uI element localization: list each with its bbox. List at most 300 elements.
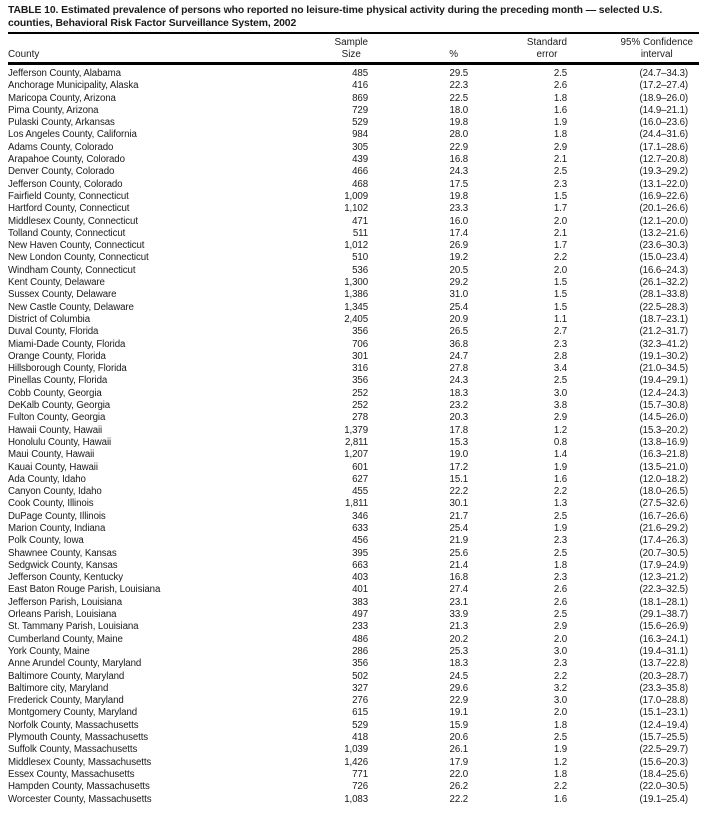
percent-cell: 24.7 xyxy=(449,350,468,362)
standard-error-cell: 2.6 xyxy=(553,596,567,608)
table-row xyxy=(8,474,699,486)
percent-cell: 25.4 xyxy=(449,522,468,534)
confidence-interval-cell: (12.4–19.4) xyxy=(639,719,688,731)
table-row xyxy=(8,584,699,596)
standard-error-cell: 2.0 xyxy=(553,707,567,719)
confidence-interval-cell: (13.1–22.0) xyxy=(639,178,688,190)
percent-cell: 21.3 xyxy=(449,621,468,633)
confidence-interval-cell: (18.9–26.0) xyxy=(639,92,688,104)
confidence-interval-cell: (15.7–25.5) xyxy=(639,732,688,744)
sample-size-cell: 278 xyxy=(352,412,368,424)
confidence-interval-cell: (16.9–22.6) xyxy=(639,190,688,202)
confidence-interval-cell: (12.4–24.3) xyxy=(639,387,688,399)
sample-size-cell: 456 xyxy=(352,535,368,547)
sample-size-cell: 663 xyxy=(352,559,368,571)
confidence-interval-cell: (20.7–30.5) xyxy=(639,547,688,559)
standard-error-cell: 1.8 xyxy=(553,719,567,731)
table-row xyxy=(8,302,699,314)
sample-size-cell: 1,300 xyxy=(344,277,368,289)
confidence-interval-cell: (27.5–32.6) xyxy=(639,498,688,510)
confidence-interval-cell: (14.9–21.1) xyxy=(639,104,688,116)
percent-cell: 28.0 xyxy=(449,129,468,141)
sample-size-cell: 233 xyxy=(352,621,368,633)
table-row xyxy=(8,486,699,498)
standard-error-cell: 2.5 xyxy=(553,547,567,559)
confidence-interval-cell: (21.2–31.7) xyxy=(639,326,688,338)
sample-size-cell: 1,345 xyxy=(344,301,368,313)
table-row xyxy=(8,240,699,252)
confidence-interval-cell: (32.3–41.2) xyxy=(639,338,688,350)
table-row xyxy=(8,400,699,412)
percent-cell: 26.2 xyxy=(449,781,468,793)
county-cell: Sedgwick County, Kansas xyxy=(8,559,118,571)
column-header-confidence-interval xyxy=(567,34,699,63)
county-cell: District of Columbia xyxy=(8,313,90,325)
standard-error-cell: 2.5 xyxy=(553,166,567,178)
standard-error-cell: 2.3 xyxy=(553,572,567,584)
standard-error-cell: 1.9 xyxy=(553,522,567,534)
confidence-interval-cell: (12.3–21.2) xyxy=(639,572,688,584)
county-cell: Jefferson County, Colorado xyxy=(8,178,123,190)
percent-cell: 22.5 xyxy=(449,92,468,104)
confidence-interval-cell: (15.6–26.9) xyxy=(639,621,688,633)
sample-size-cell: 1,039 xyxy=(344,744,368,756)
table-row xyxy=(8,671,699,683)
sample-size-cell: 1,009 xyxy=(344,190,368,202)
standard-error-cell: 1.8 xyxy=(553,92,567,104)
table-row xyxy=(8,744,699,756)
percent-cell: 16.0 xyxy=(449,215,468,227)
county-cell: Baltimore city, Maryland xyxy=(8,682,109,694)
county-cell: Sussex County, Delaware xyxy=(8,289,117,301)
county-cell: New Haven County, Connecticut xyxy=(8,240,145,252)
percent-cell: 36.8 xyxy=(449,338,468,350)
county-cell: Maricopa County, Arizona xyxy=(8,92,116,104)
sample-size-cell: 869 xyxy=(352,92,368,104)
standard-error-cell: 2.2 xyxy=(553,486,567,498)
percent-cell: 22.0 xyxy=(449,768,468,780)
column-header-county-label: County xyxy=(8,48,40,60)
confidence-interval-cell: (19.4–29.1) xyxy=(639,375,688,387)
table-row xyxy=(8,781,699,793)
table-row xyxy=(8,154,699,166)
percent-cell: 21.7 xyxy=(449,510,468,522)
confidence-interval-cell: (24.7–34.3) xyxy=(639,68,688,79)
standard-error-cell: 2.3 xyxy=(553,178,567,190)
confidence-interval-cell: (12.7–20.8) xyxy=(639,154,688,166)
percent-cell: 15.9 xyxy=(449,719,468,731)
sample-size-cell: 627 xyxy=(352,473,368,485)
table-row xyxy=(8,658,699,670)
county-cell: Ada County, Idaho xyxy=(8,473,86,485)
prevalence-table xyxy=(8,34,699,806)
county-cell: Duval County, Florida xyxy=(8,326,99,338)
confidence-interval-cell: (17.1–28.6) xyxy=(639,141,688,153)
table-row xyxy=(8,203,699,215)
standard-error-cell: 2.3 xyxy=(553,535,567,547)
sample-size-cell: 706 xyxy=(352,338,368,350)
county-cell: Adams County, Colorado xyxy=(8,141,114,153)
confidence-interval-cell: (13.5–21.0) xyxy=(639,461,688,473)
county-cell: Hampden County, Massachusetts xyxy=(8,781,150,793)
percent-cell: 26.1 xyxy=(449,744,468,756)
table-row xyxy=(8,621,699,633)
sample-size-cell: 529 xyxy=(352,719,368,731)
sample-size-cell: 1,811 xyxy=(344,498,368,510)
percent-cell: 18.0 xyxy=(449,104,468,116)
standard-error-cell: 1.8 xyxy=(553,129,567,141)
sample-size-cell: 395 xyxy=(352,547,368,559)
standard-error-cell: 2.3 xyxy=(553,338,567,350)
standard-error-cell: 2.9 xyxy=(553,412,567,424)
county-cell: Cobb County, Georgia xyxy=(8,387,102,399)
percent-cell: 25.3 xyxy=(449,645,468,657)
column-header-se-line2: error xyxy=(536,48,558,60)
percent-cell: 18.3 xyxy=(449,658,468,670)
table-row xyxy=(8,511,699,523)
county-cell: Hartford County, Connecticut xyxy=(8,203,130,215)
table-row xyxy=(8,228,699,240)
county-cell: New Castle County, Delaware xyxy=(8,301,134,313)
table-row xyxy=(8,732,699,744)
county-cell: Pinellas County, Florida xyxy=(8,375,108,387)
percent-cell: 23.1 xyxy=(449,596,468,608)
standard-error-cell: 2.2 xyxy=(553,670,567,682)
percent-cell: 19.2 xyxy=(449,252,468,264)
sample-size-cell: 1,386 xyxy=(344,289,368,301)
percent-cell: 19.8 xyxy=(449,190,468,202)
confidence-interval-cell: (23.6–30.3) xyxy=(639,240,688,252)
percent-cell: 20.5 xyxy=(449,264,468,276)
confidence-interval-cell: (29.1–38.7) xyxy=(639,609,688,621)
table-row xyxy=(8,646,699,658)
sample-size-cell: 497 xyxy=(352,609,368,621)
column-header-se-line1: Standard xyxy=(526,37,567,49)
sample-size-cell: 601 xyxy=(352,461,368,473)
sample-size-cell: 286 xyxy=(352,645,368,657)
table-row xyxy=(8,695,699,707)
column-header-percent-label: % xyxy=(449,48,458,60)
confidence-interval-cell: (17.2–27.4) xyxy=(639,80,688,92)
confidence-interval-cell: (16.7–26.6) xyxy=(639,510,688,522)
table-row xyxy=(8,339,699,351)
confidence-interval-cell: (13.8–16.9) xyxy=(639,436,688,448)
confidence-interval-cell: (22.3–32.5) xyxy=(639,584,688,596)
table-row xyxy=(8,757,699,769)
county-cell: Kauai County, Hawaii xyxy=(8,461,98,473)
county-cell: Plymouth County, Massachusetts xyxy=(8,732,149,744)
percent-cell: 19.0 xyxy=(449,449,468,461)
standard-error-cell: 3.0 xyxy=(553,387,567,399)
table-row xyxy=(8,129,699,141)
standard-error-cell: 2.5 xyxy=(553,375,567,387)
sample-size-cell: 327 xyxy=(352,682,368,694)
percent-cell: 21.4 xyxy=(449,559,468,571)
standard-error-cell: 2.1 xyxy=(553,154,567,166)
percent-cell: 17.8 xyxy=(449,424,468,436)
county-cell: Fulton County, Georgia xyxy=(8,412,106,424)
county-cell: New London County, Connecticut xyxy=(8,252,149,264)
percent-cell: 15.3 xyxy=(449,436,468,448)
percent-cell: 24.3 xyxy=(449,166,468,178)
table-row xyxy=(8,609,699,621)
table-row xyxy=(8,265,699,277)
percent-cell: 29.2 xyxy=(449,277,468,289)
county-cell: DuPage County, Illinois xyxy=(8,510,106,522)
table-body xyxy=(8,64,699,806)
percent-cell: 17.2 xyxy=(449,461,468,473)
confidence-interval-cell: (21.0–34.5) xyxy=(639,363,688,375)
table-row xyxy=(8,326,699,338)
table-row xyxy=(8,93,699,105)
county-cell: Worcester County, Massachusetts xyxy=(8,793,152,805)
county-cell: Denver County, Colorado xyxy=(8,166,115,178)
sample-size-cell: 418 xyxy=(352,732,368,744)
county-cell: Hawaii County, Hawaii xyxy=(8,424,103,436)
standard-error-cell: 2.0 xyxy=(553,264,567,276)
county-cell: Canyon County, Idaho xyxy=(8,486,102,498)
percent-cell: 21.9 xyxy=(449,535,468,547)
sample-size-cell: 771 xyxy=(352,768,368,780)
header-row xyxy=(8,34,699,63)
county-cell: Tolland County, Connecticut xyxy=(8,227,126,239)
county-cell: Marion County, Indiana xyxy=(8,522,106,534)
table-row xyxy=(8,597,699,609)
confidence-interval-cell: (16.0–23.6) xyxy=(639,117,688,129)
percent-cell: 31.0 xyxy=(449,289,468,301)
sample-size-cell: 403 xyxy=(352,572,368,584)
county-cell: Orange County, Florida xyxy=(8,350,106,362)
county-cell: Jefferson Parish, Louisiana xyxy=(8,596,122,608)
column-header-percent xyxy=(368,34,468,63)
column-header-ci-line2: interval xyxy=(640,48,673,60)
standard-error-cell: 1.5 xyxy=(553,289,567,301)
standard-error-cell: 2.9 xyxy=(553,621,567,633)
standard-error-cell: 0.8 xyxy=(553,436,567,448)
sample-size-cell: 301 xyxy=(352,350,368,362)
county-cell: Windham County, Connecticut xyxy=(8,264,136,276)
percent-cell: 26.5 xyxy=(449,326,468,338)
county-cell: Arapahoe County, Colorado xyxy=(8,154,125,166)
table-row xyxy=(8,351,699,363)
table-row xyxy=(8,425,699,437)
county-cell: Cumberland County, Maine xyxy=(8,633,123,645)
confidence-interval-cell: (28.1–33.8) xyxy=(639,289,688,301)
table-row xyxy=(8,375,699,387)
county-cell: Anne Arundel County, Maryland xyxy=(8,658,142,670)
percent-cell: 16.8 xyxy=(449,154,468,166)
sample-size-cell: 416 xyxy=(352,80,368,92)
standard-error-cell: 1.5 xyxy=(553,301,567,313)
table-row xyxy=(8,769,699,781)
sample-size-cell: 356 xyxy=(352,326,368,338)
standard-error-cell: 2.5 xyxy=(553,68,567,79)
table-row xyxy=(8,277,699,289)
county-cell: Kent County, Delaware xyxy=(8,277,105,289)
table-row xyxy=(8,535,699,547)
county-cell: Norfolk County, Massachusetts xyxy=(8,719,139,731)
table-row xyxy=(8,166,699,178)
table-row xyxy=(8,523,699,535)
percent-cell: 33.9 xyxy=(449,609,468,621)
confidence-interval-cell: (18.4–25.6) xyxy=(639,768,688,780)
percent-cell: 17.4 xyxy=(449,227,468,239)
confidence-interval-cell: (16.3–21.8) xyxy=(639,449,688,461)
table-row xyxy=(8,572,699,584)
standard-error-cell: 1.9 xyxy=(553,117,567,129)
percent-cell: 20.9 xyxy=(449,313,468,325)
sample-size-cell: 316 xyxy=(352,363,368,375)
standard-error-cell: 1.3 xyxy=(553,498,567,510)
county-cell: York County, Maine xyxy=(8,645,90,657)
table-row xyxy=(8,707,699,719)
sample-size-cell: 502 xyxy=(352,670,368,682)
confidence-interval-cell: (18.0–26.5) xyxy=(639,486,688,498)
standard-error-cell: 2.0 xyxy=(553,215,567,227)
sample-size-cell: 510 xyxy=(352,252,368,264)
table-row xyxy=(8,720,699,732)
confidence-interval-cell: (17.0–28.8) xyxy=(639,695,688,707)
percent-cell: 29.6 xyxy=(449,682,468,694)
percent-cell: 20.3 xyxy=(449,412,468,424)
sample-size-cell: 633 xyxy=(352,522,368,534)
county-cell: Honolulu County, Hawaii xyxy=(8,436,112,448)
standard-error-cell: 2.6 xyxy=(553,80,567,92)
standard-error-cell: 1.6 xyxy=(553,793,567,805)
confidence-interval-cell: (15.7–30.8) xyxy=(639,400,688,412)
table-row xyxy=(8,498,699,510)
standard-error-cell: 1.7 xyxy=(553,240,567,252)
confidence-interval-cell: (22.5–29.7) xyxy=(639,744,688,756)
sample-size-cell: 726 xyxy=(352,781,368,793)
standard-error-cell: 1.9 xyxy=(553,744,567,756)
county-cell: Baltimore County, Maryland xyxy=(8,670,125,682)
sample-size-cell: 984 xyxy=(352,129,368,141)
county-cell: Middlesex County, Massachusetts xyxy=(8,756,152,768)
table-row xyxy=(8,683,699,695)
standard-error-cell: 1.5 xyxy=(553,277,567,289)
county-cell: Maui County, Hawaii xyxy=(8,449,95,461)
confidence-interval-cell: (15.1–23.1) xyxy=(639,707,688,719)
standard-error-cell: 2.2 xyxy=(553,252,567,264)
table-row xyxy=(8,560,699,572)
county-cell: Suffolk County, Massachusetts xyxy=(8,744,138,756)
sample-size-cell: 356 xyxy=(352,658,368,670)
percent-cell: 30.1 xyxy=(449,498,468,510)
sample-size-cell: 356 xyxy=(352,375,368,387)
standard-error-cell: 1.5 xyxy=(553,190,567,202)
confidence-interval-cell: (12.0–18.2) xyxy=(639,473,688,485)
county-cell: Pima County, Arizona xyxy=(8,104,99,116)
percent-cell: 20.6 xyxy=(449,732,468,744)
standard-error-cell: 3.0 xyxy=(553,695,567,707)
county-cell: St. Tammany Parish, Louisiana xyxy=(8,621,139,633)
percent-cell: 25.6 xyxy=(449,547,468,559)
county-cell: Miami-Dade County, Florida xyxy=(8,338,126,350)
percent-cell: 27.8 xyxy=(449,363,468,375)
column-header-sample-size xyxy=(330,34,368,63)
confidence-interval-cell: (21.6–29.2) xyxy=(639,522,688,534)
county-cell: Montgomery County, Maryland xyxy=(8,707,138,719)
percent-cell: 22.2 xyxy=(449,486,468,498)
confidence-interval-cell: (12.1–20.0) xyxy=(639,215,688,227)
confidence-interval-cell: (20.1–26.6) xyxy=(639,203,688,215)
standard-error-cell: 1.7 xyxy=(553,203,567,215)
standard-error-cell: 1.1 xyxy=(553,313,567,325)
percent-cell: 25.4 xyxy=(449,301,468,313)
sample-size-cell: 615 xyxy=(352,707,368,719)
confidence-interval-cell: (24.4–31.6) xyxy=(639,129,688,141)
percent-cell: 29.5 xyxy=(449,68,468,79)
standard-error-cell: 1.6 xyxy=(553,473,567,485)
confidence-interval-cell: (23.3–35.8) xyxy=(639,682,688,694)
county-cell: Jefferson County, Alabama xyxy=(8,68,121,79)
confidence-interval-cell: (19.1–30.2) xyxy=(639,350,688,362)
sample-size-cell: 536 xyxy=(352,264,368,276)
standard-error-cell: 2.5 xyxy=(553,609,567,621)
county-cell: Cook County, Illinois xyxy=(8,498,94,510)
sample-size-cell: 468 xyxy=(352,178,368,190)
sample-size-cell: 383 xyxy=(352,596,368,608)
confidence-interval-cell: (16.3–24.1) xyxy=(639,633,688,645)
sample-size-cell: 1,083 xyxy=(344,793,368,805)
sample-size-cell: 1,379 xyxy=(344,424,368,436)
table-row xyxy=(8,179,699,191)
confidence-interval-cell: (14.5–26.0) xyxy=(639,412,688,424)
county-cell: Polk County, Iowa xyxy=(8,535,84,547)
county-cell: DeKalb County, Georgia xyxy=(8,400,111,412)
confidence-interval-cell: (22.5–28.3) xyxy=(639,301,688,313)
confidence-interval-cell: (13.2–21.6) xyxy=(639,227,688,239)
table-row xyxy=(8,64,699,81)
confidence-interval-cell: (18.7–23.1) xyxy=(639,313,688,325)
percent-cell: 23.2 xyxy=(449,400,468,412)
percent-cell: 24.5 xyxy=(449,670,468,682)
sample-size-cell: 1,102 xyxy=(344,203,368,215)
standard-error-cell: 1.8 xyxy=(553,768,567,780)
percent-cell: 22.2 xyxy=(449,793,468,805)
percent-cell: 17.9 xyxy=(449,756,468,768)
column-header-sample-line2: Size xyxy=(341,48,361,60)
percent-cell: 23.3 xyxy=(449,203,468,215)
standard-error-cell: 3.2 xyxy=(553,682,567,694)
table-row xyxy=(8,80,699,92)
table-row xyxy=(8,314,699,326)
county-cell: Middlesex County, Connecticut xyxy=(8,215,138,227)
county-cell: Los Angeles County, California xyxy=(8,129,137,141)
percent-cell: 20.2 xyxy=(449,633,468,645)
percent-cell: 22.3 xyxy=(449,80,468,92)
county-cell: Frederick County, Maryland xyxy=(8,695,124,707)
confidence-interval-cell: (16.6–24.3) xyxy=(639,264,688,276)
confidence-interval-cell: (15.0–23.4) xyxy=(639,252,688,264)
table-row xyxy=(8,388,699,400)
table-row xyxy=(8,462,699,474)
column-header-county xyxy=(8,34,330,63)
sample-size-cell: 455 xyxy=(352,486,368,498)
standard-error-cell: 1.2 xyxy=(553,756,567,768)
sample-size-cell: 2,811 xyxy=(344,436,368,448)
sample-size-cell: 466 xyxy=(352,166,368,178)
sample-size-cell: 471 xyxy=(352,215,368,227)
percent-cell: 27.4 xyxy=(449,584,468,596)
table-title: TABLE 10. Estimated prevalence of persons who reported no leisure-time physical activity during the preceding month — selected U.S. counties, Behavioral Risk Factor Surveillance System, 2002 xyxy=(8,5,699,34)
confidence-interval-cell: (19.4–31.1) xyxy=(639,645,688,657)
column-header-ci-line1: 95% Confidence xyxy=(620,37,693,49)
percent-cell: 16.8 xyxy=(449,572,468,584)
sample-size-cell: 346 xyxy=(352,510,368,522)
confidence-interval-cell: (22.0–30.5) xyxy=(639,781,688,793)
